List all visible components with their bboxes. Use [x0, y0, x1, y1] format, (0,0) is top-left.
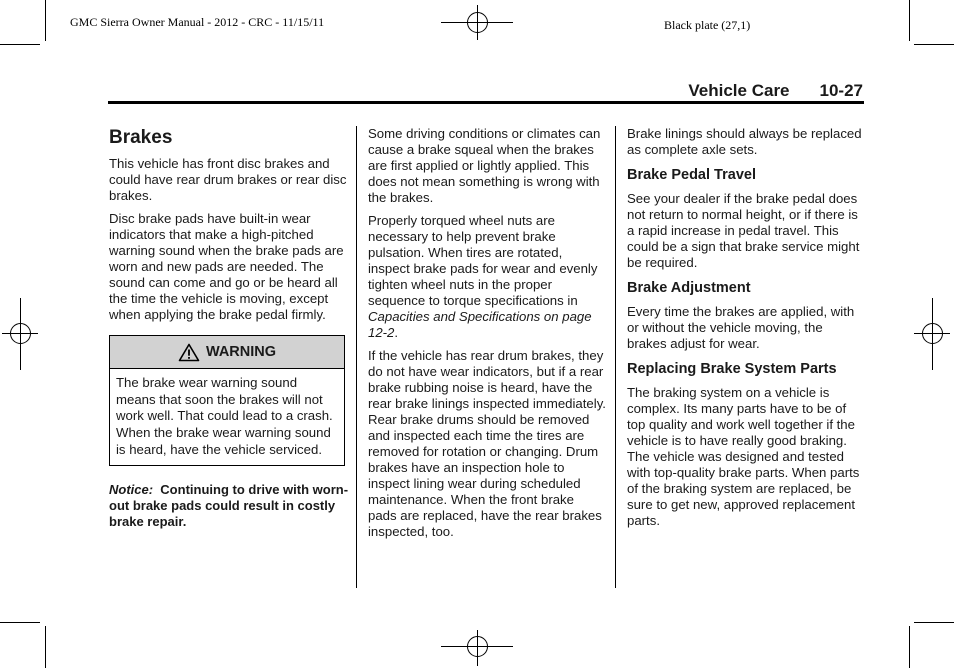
notice: [109, 482, 349, 530]
warning-box: [109, 335, 345, 466]
torque-text: Properly torqued wheel nuts are necessary to help prevent brake pulsation. When tires are rotated, inspect brake pads for wear and evenly tighten wheel nuts in the proper sequence to torque specifications in: [368, 213, 598, 308]
section-title: Vehicle Care: [688, 81, 790, 100]
paragraph: The braking system on a vehicle is complex. Its many parts have to be of top quality and work well together if the vehicle is to have really good braking. The vehicle was designed and tested with top-quality brake parts. When parts of the braking system are replaced, be sure to get new, approved replacement parts.: [627, 385, 860, 528]
page-number: 10-27: [819, 81, 863, 100]
column-1: [109, 126, 349, 530]
column-2: [368, 126, 606, 547]
running-head: [688, 81, 863, 101]
paragraph: Disc brake pads have built-in wear indicators that make a high-pitched warning sound when the brake pads are worn and new pads are needed. The sound can come and go or be heard all the time the vehicle is moving, except when applying the brake pedal firmly.: [109, 211, 344, 322]
paragraph: Some driving conditions or climates can cause a brake squeal when the brakes are first applied or lightly applied. This does not mean something is wrong with the brakes.: [368, 126, 601, 205]
subheading-replacing-parts: Replacing Brake System Parts: [627, 361, 837, 377]
paragraph: If the vehicle has rear drum brakes, they do not have wear indicators, but if a rear brake rubbing noise is heard, have the rear brake linings inspected immediately. Rear brake drums should be removed and inspected each time the tires are removed for rotation or changing. Drum brakes have an inspection hole to inspect lining wear during scheduled maintenance. When the front brake pads are replaced, have the rear brakes inspected, too.: [368, 348, 606, 539]
paragraph: This vehicle has front disc brakes and could have rear drum brakes or rear disc brakes.: [109, 156, 347, 203]
paragraph: Brake linings should always be replaced as complete axle sets.: [627, 126, 862, 157]
notice-text: Continuing to drive with worn-out brake pads could result in costly brake repair.: [109, 481, 349, 529]
column-divider-1: [356, 126, 357, 588]
column-3: [627, 126, 863, 536]
punctuation: .: [394, 325, 399, 340]
paragraph: See your dealer if the brake pedal does not return to normal height, or if there is a rapid increase in pedal travel. This could be a sign that brake service might be required.: [627, 191, 860, 270]
plate-info: Black plate (27,1): [664, 18, 751, 32]
notice-label: Notice:: [109, 481, 154, 497]
subheading-pedal-travel: Brake Pedal Travel: [627, 167, 756, 183]
document-info: GMC Sierra Owner Manual - 2012 - CRC - 11/15/11: [70, 15, 325, 29]
paragraph: Every time the brakes are applied, with or without the vehicle moving, the brakes adjust for wear.: [627, 304, 855, 351]
warning-text: The brake wear warning sound means that soon the brakes will not work well. That could lead to a crash. When the brake wear warning sound is heard, have the vehicle serviced.: [116, 375, 333, 457]
header-rule: [108, 101, 864, 104]
cross-reference-link[interactable]: Capacities and Specifications on page 12-2: [368, 309, 592, 340]
warning-label: WARNING: [205, 344, 277, 360]
column-divider-2: [615, 126, 616, 588]
warning-header: [110, 336, 344, 369]
warning-triangle-icon: [178, 343, 200, 362]
paragraph-torque: [368, 213, 606, 341]
section-heading: Brakes: [109, 127, 173, 148]
subheading-adjustment: Brake Adjustment: [627, 280, 751, 296]
